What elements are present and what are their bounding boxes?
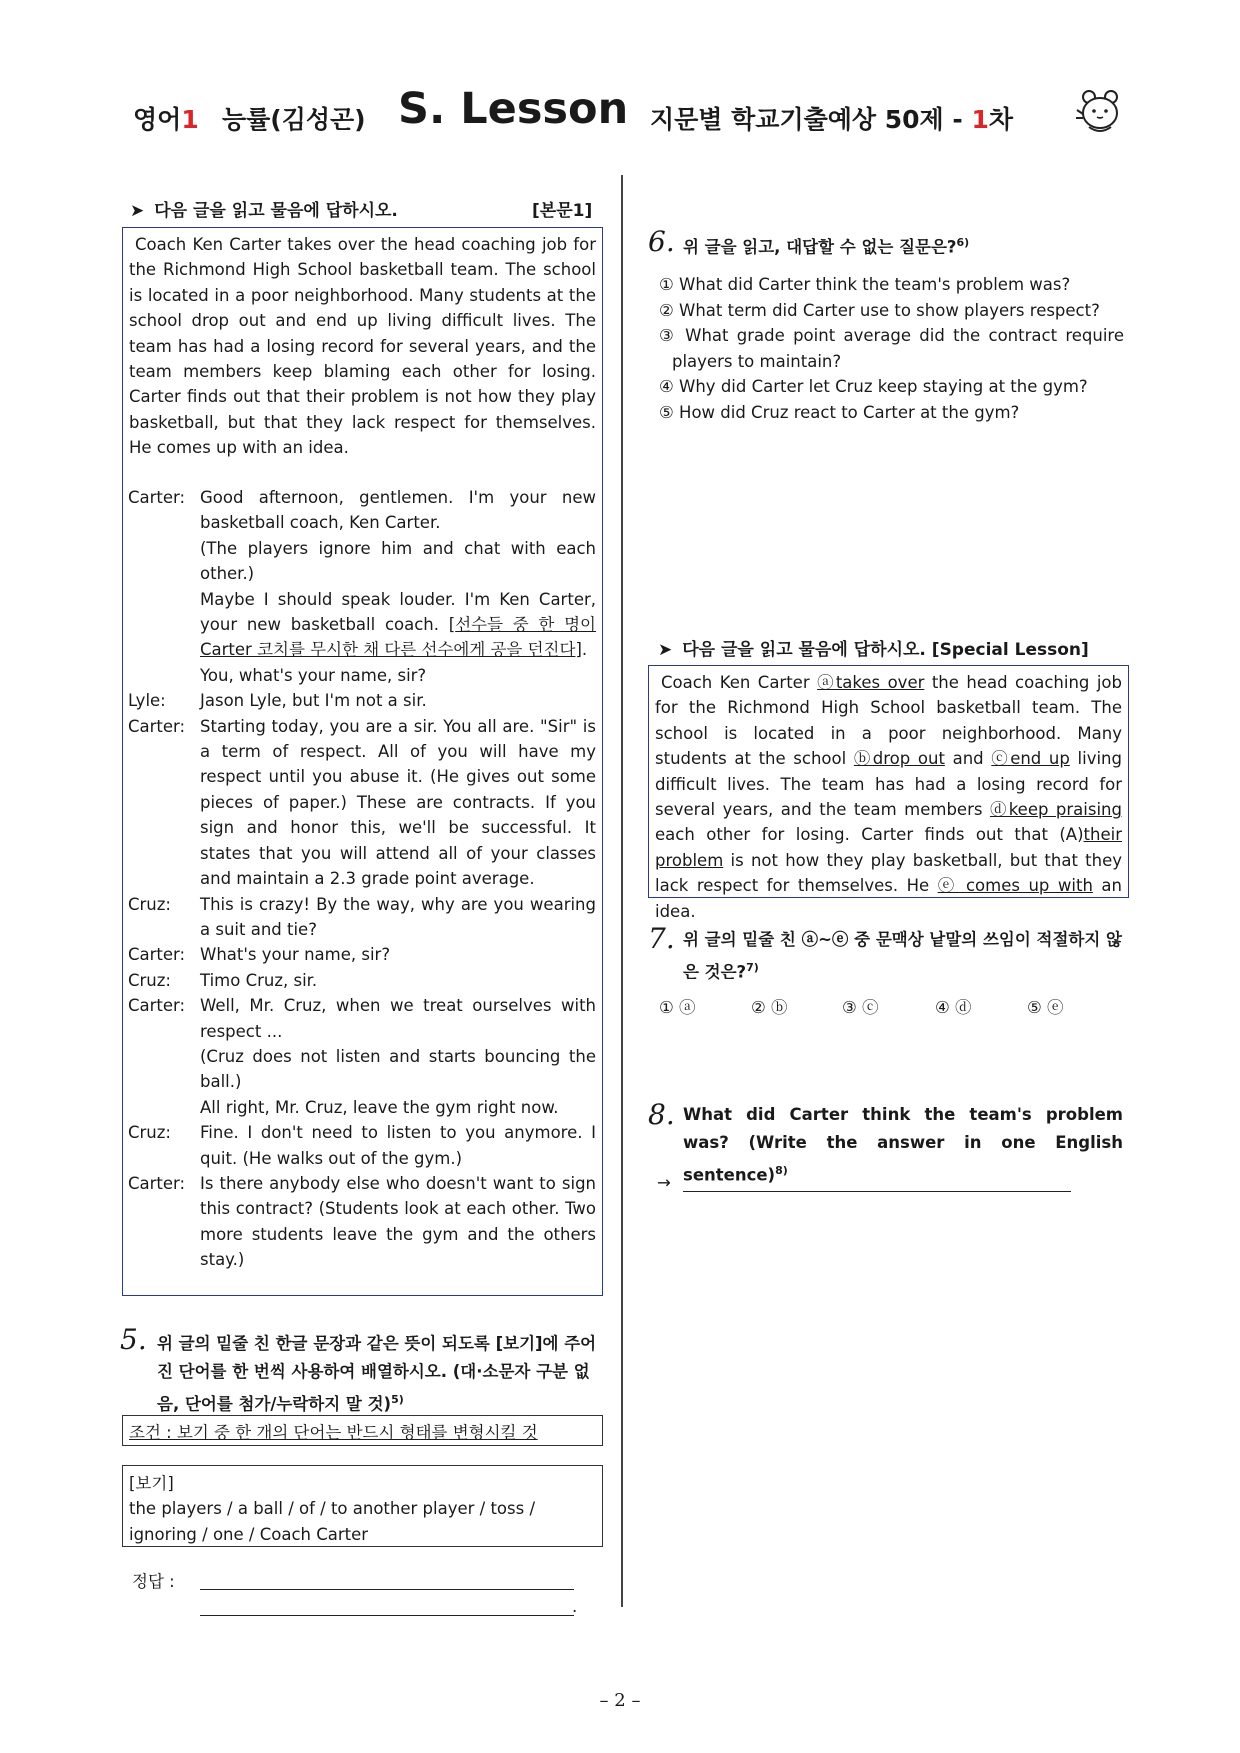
publisher: 능률(김성곤) <box>222 105 366 134</box>
dialogue-row <box>123 1171 602 1273</box>
choice-4[interactable]: ④ Why did Carter let Cruz keep staying at the gym? <box>659 377 1088 396</box>
section1-tag: [본문1] <box>532 201 593 221</box>
bear-mascot-icon <box>1075 88 1127 136</box>
speaker: Cruz: <box>128 970 171 990</box>
dialogue-row <box>123 892 602 943</box>
question7-choices <box>659 995 1124 1021</box>
question6-choices <box>659 272 1124 425</box>
speaker: Cruz: <box>128 1123 171 1143</box>
subject-title: 영어1 <box>133 105 199 134</box>
series-title: 지문별 학교기출예상 50제 - 1차 <box>650 105 1014 134</box>
question6-number: 6. <box>648 225 675 258</box>
speaker: Cruz: <box>128 894 171 914</box>
choice-2[interactable]: ② What term did Carter use to show players respect? <box>659 300 1100 320</box>
choice-1[interactable]: ① ⓐ <box>659 998 696 1017</box>
speaker: Carter: <box>128 716 186 736</box>
dialogue-row <box>123 1120 602 1171</box>
choice-5[interactable]: ⑤ ⓔ <box>1027 998 1064 1017</box>
utterance: (Cruz does not listen and starts bouncing the ball.) <box>200 1046 596 1092</box>
dialogue-row <box>123 1044 602 1095</box>
utterance: Good afternoon, gentlemen. I'm your new basketball coach, Ken Carter. <box>200 488 596 533</box>
lesson-title: S. Lesson <box>398 84 629 134</box>
choice-3[interactable]: ③ ⓒ <box>842 998 879 1017</box>
dialogue-row <box>123 663 602 688</box>
underline-e: ⓔ comes up with <box>937 876 1093 896</box>
dialogue-row <box>123 942 602 967</box>
utterance: What's your name, sir? <box>200 945 391 965</box>
choice-2[interactable]: ② ⓑ <box>751 998 788 1017</box>
utterance: Is there anybody else who doesn't want to sign this contract? (Students look at each other. Two more students leave the gym and the others stay.) <box>200 1173 596 1270</box>
question8-number: 8. <box>648 1098 675 1131</box>
question5-number: 5. <box>120 1323 147 1356</box>
answer-arrow-icon: → <box>657 1173 671 1192</box>
dialogue-row <box>123 536 602 587</box>
dialogue-row <box>123 688 602 713</box>
utterance: Fine. I don't need to listen to you anymore. I quit. (He walks out of the gym.) <box>200 1123 596 1168</box>
question5-condition: 조건 : 보기 중 한 개의 단어는 반드시 형태를 변형시킬 것 <box>122 1415 603 1446</box>
dialogue <box>123 485 602 1273</box>
utterance: Timo Cruz, sir. <box>200 970 318 990</box>
utterance: This is crazy! By the way, why are you wearing a suit and tie? <box>200 894 596 939</box>
question7-text: 위 글의 밑줄 친 ⓐ~ⓔ 중 문맥상 낱말의 쓰임이 적절하지 않은 것은?$^{7)}$ <box>683 930 1122 982</box>
speaker: Carter: <box>128 945 186 965</box>
dialogue-row <box>123 485 602 536</box>
choice-4[interactable]: ④ ⓓ <box>935 998 972 1017</box>
speaker: Carter: <box>128 488 186 507</box>
underline-d: ⓓkeep praising <box>989 800 1122 820</box>
dialogue-row <box>123 968 602 993</box>
word-box-title: [보기] <box>129 1474 174 1493</box>
word-box-words: the players / a ball / of / to another player / toss / ignoring / one / Coach Carter <box>129 1499 536 1544</box>
utterance: Jason Lyle, but I'm not a sir. <box>200 691 427 711</box>
dialogue-row <box>123 587 602 663</box>
passage2-text: Coach Ken Carter ⓐtakes over the head coaching job for the Richmond High School basketball team. The school is located in a poor neighborhood. Many students at the school ⓑdrop out and ⓒend up living difficult lives. The team has had a losing record for several years, and the team members ⓓkeep praising each other for losing. Carter finds out that (A)their problem is not how they play basketball, but that they lack respect for themselves. He ⓔ comes up with an idea. <box>655 673 1122 921</box>
question7-number: 7. <box>648 922 675 955</box>
underline-a: ⓐtakes over <box>817 673 925 692</box>
utterance: (The players ignore him and chat with each other.) <box>200 538 596 584</box>
answer-end-period: . <box>572 1597 578 1616</box>
question6-text: 위 글을 읽고, 대답할 수 없는 질문은?$^{6)}$ <box>683 236 970 257</box>
choice-3[interactable]: ③ What grade point average did the contract require <box>659 326 1124 345</box>
question5-word-box <box>122 1465 603 1547</box>
choice-5[interactable]: ⑤ How did Cruz react to Carter at the gym? <box>659 402 1020 422</box>
utterance: Starting today, you are a sir. You all are. "Sir" is a term of respect. All of you will have my respect until you abuse it. (He gives out some pieces of paper.) These are contracts. If you sign and honor this, we'll be successful. It states that you will attend all of your classes and maintain a 2.3 grade point average. <box>200 716 596 889</box>
passage2-box <box>648 665 1129 921</box>
underline-c: ⓒend up <box>991 749 1070 769</box>
utterance: All right, Mr. Cruz, leave the gym right now. <box>200 1097 559 1117</box>
passage1-intro: Coach Ken Carter takes over the head coaching job for the Richmond High School basketball team. The school is located in a poor neighborhood. Many students at the school drop out and end up living difficult lives. The team has had a losing record for several years, and the team members keep blaming each other for losing. Carter finds out that their problem is not how they play basketball, but that they lack respect for themselves. He comes up with an idea. <box>129 235 596 458</box>
answer-line-2[interactable] <box>200 1594 574 1616</box>
dialogue-row <box>123 714 602 892</box>
underline-b: ⓑdrop out <box>853 749 945 769</box>
column-divider <box>621 175 623 1607</box>
page-number: – 2 – <box>599 1690 641 1711</box>
utterance: Maybe I should speak louder. I'm Ken Carter, your new basketball coach. [선수들 중 한 명이 Carter 코치를 무시한 채 다른 선수에게 공을 던진다]. <box>200 589 596 660</box>
speaker: Carter: <box>128 1173 186 1193</box>
choice-1[interactable]: ① What did Carter think the team's problem was? <box>659 275 1071 294</box>
question8-text: What did Carter think the team's problem was? (Write the answer in one English sentence)$^{8)}$ <box>683 1105 1123 1185</box>
question5-answer-label: 정답 : <box>132 1572 175 1591</box>
underlined-korean-sentence: 선수들 중 한 명이 Carter 코치를 무시한 채 다른 선수에게 공을 던진다 <box>200 615 596 660</box>
section2-heading: ➤ 다음 글을 읽고 물음에 답하시오. [Special Lesson] <box>658 640 1089 660</box>
question8-answer-line[interactable] <box>683 1168 1071 1192</box>
speaker: Carter: <box>128 996 186 1016</box>
utterance: You, what's your name, sir? <box>200 665 427 685</box>
answer-line-1[interactable] <box>200 1568 574 1590</box>
utterance: Well, Mr. Cruz, when we treat ourselves with respect ... <box>200 996 596 1041</box>
question5-text: 위 글의 밑줄 친 한글 문장과 같은 뜻이 되도록 [보기]에 주어진 단어를 한 번씩 사용하여 배열하시오. (대·소문자 구분 없음, 단어를 첨가/누락하지 말 것)$^{5)}$ <box>157 1334 597 1414</box>
dialogue-row <box>123 993 602 1044</box>
page-header <box>0 84 1240 144</box>
passage1-box <box>122 227 603 1296</box>
underline-A: their problem <box>655 825 1122 870</box>
dialogue-row <box>123 1095 602 1120</box>
section1-heading: ➤ 다음 글을 읽고 물음에 답하시오. <box>130 201 398 221</box>
choice-3-cont: players to maintain? <box>672 351 842 371</box>
speaker: Lyle: <box>128 691 166 711</box>
